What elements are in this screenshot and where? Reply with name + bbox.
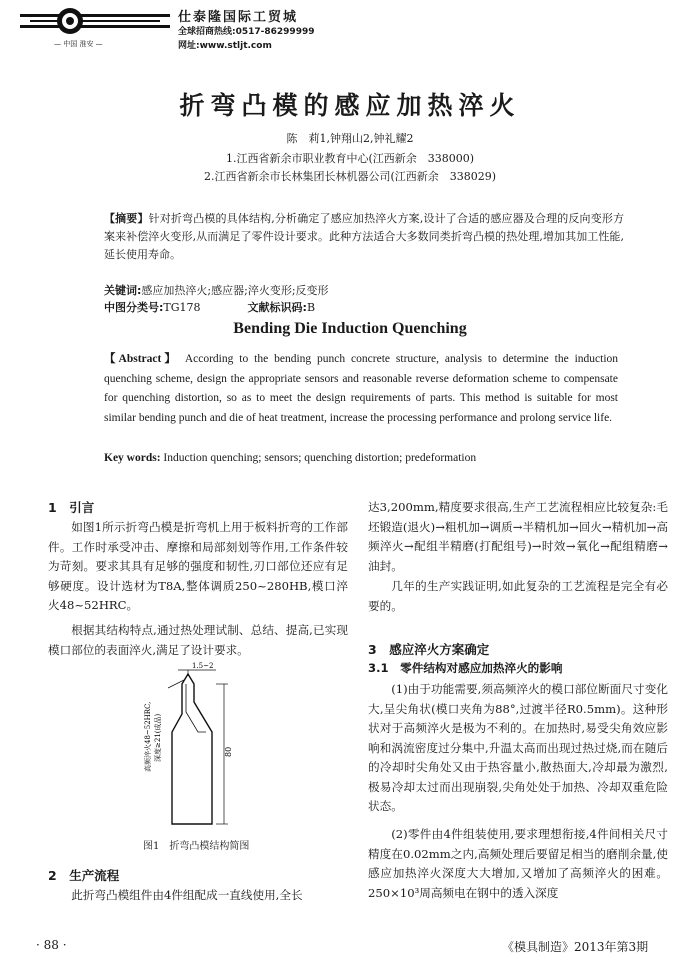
section-1-heading: 1 引言 — [48, 500, 95, 515]
right-column-paragraph-1: 达3,200mm,精度要求很高,生产工艺流程相应比较复杂:毛坯锻造(退火)→粗机加→调质→半精机加→回火→精机加→高频淬火→配组半精磨(打配组号)→时效→氧化→配组精磨→油封。 — [368, 500, 668, 573]
abstract-en-label: 【Abstract】 — [104, 353, 179, 365]
section-2-paragraph-1: 此折弯凸模组件由4件组配成一直线使用,全长 — [71, 888, 303, 902]
clc-label: 中图分类号: — [104, 301, 164, 314]
keywords-en-label: Key words: — [104, 452, 161, 464]
doc-code-label: 文献标识码: — [247, 301, 307, 314]
section-3-heading: 3 感应淬火方案确定 — [368, 642, 490, 657]
figure-dim-top: 1.5~2 — [192, 662, 214, 670]
paper-title: 折弯凸模的感应加热淬火 — [179, 91, 521, 120]
abstract-en-text: According to the bending punch concrete structure, analysis to determine the induction quenching scheme, design the appropriate sensors and reasonable reverse deformation scheme to compensate for quenching distortion, so as to meet the design requirements of parts. This method is suitable for most similar bending punch and die of heat treatment, increase the processing performance and prolong service life. — [104, 353, 619, 424]
figure-annotation-2: 深度≥21(成品) — [154, 713, 162, 762]
abstract-cn-text: 针对折弯凸模的具体结构,分析确定了感应加热淬火方案,设计了合适的感应器及合理的反向变形方案来补偿淬火变形,从而满足了零件设计要求。此种方法适合大多数同类折弯凸模的热处理,增加其加工性能,延长使用寿命。 — [104, 212, 625, 261]
authors: 陈 莉1,钟翔山2,钟礼耀2 — [286, 132, 414, 145]
english-title: Bending Die Induction Quenching — [233, 320, 467, 337]
affiliation-2: 2.江西省新余市长林集团长林机器公司(江西新余 338029) — [203, 170, 497, 183]
clc-value: TG178 — [163, 301, 201, 314]
section-1-paragraph-2: 根据其结构特点,通过热处理试制、总结、提高,已实现模口部位的表面淬火,满足了设计要求。 — [48, 623, 348, 657]
journal-issue: 《模具制造》2013年第3期 — [502, 940, 649, 954]
keywords-cn — [104, 282, 329, 300]
affiliation-1: 1.江西省新余市职业教育中心(江西新余 338000) — [225, 152, 475, 165]
abstract-cn — [104, 210, 624, 264]
doc-code-value: B — [306, 301, 316, 314]
company-name: 仕泰隆国际工贸城 — [178, 10, 299, 25]
right-column-paragraph-2: 几年的生产实践证明,如此复杂的工艺流程是完全有必要的。 — [368, 579, 668, 613]
section-3-1-paragraph-2: (2)零件由4件组装使用,要求理想衔接,4件间相关尺寸精度在0.02mm之内,高频处理后要留足相当的磨削余量,使感应加热淬火深度大大增加,又增加了高频淬火的困难。250×10³周高频电在钢中的透入深度 — [368, 827, 668, 900]
section-3-1-heading: 3.1 零件结构对感应加热淬火的影响 — [368, 661, 563, 675]
abstract-cn-label: 【摘要】 — [104, 212, 149, 225]
section-1-paragraph-1: 如图1所示折弯凸模是折弯机上用于板料折弯的工作部件。工作时承受冲击、摩擦和局部刻划等作用,工作条件较为苛刻。要求其具有足够的强度和韧性,刃口部位还应有足够硬度。设计选材为T8A,整体调质250~280HB,模口淬火48~52HRC。 — [48, 520, 348, 612]
keywords-cn-text: 感应加热淬火;感应器;淬火变形;反变形 — [141, 284, 329, 297]
figure-dim-side: 80 — [224, 746, 233, 757]
figure-annotation-1: 高频淬火48~52HRC, — [144, 701, 152, 772]
classification — [104, 299, 315, 317]
keywords-en-text: Induction quenching; sensors; quenching distortion; predeformation — [163, 452, 477, 464]
hotline: 全球招商热线:0517-86299999 — [178, 27, 315, 37]
logo-tagline: — 中国 淮安 — — [54, 40, 103, 48]
section-2-heading: 2 生产流程 — [48, 868, 120, 883]
abstract-en — [104, 350, 618, 428]
website-link[interactable]: 网址:www.stljt.com — [178, 41, 272, 51]
page-number: · 88 · — [36, 938, 67, 952]
keywords-cn-label: 关键词: — [104, 284, 142, 297]
figure-1-diagram — [120, 662, 260, 832]
section-3-1-paragraph-1: (1)由于功能需要,须高频淬火的模口部位断面尺寸变化大,呈尖角状(模口夹角为88°,过渡半径R0.5mm)。这种形状对于高频淬火是极为不利的。在加热时,易受尖角效应影响和涡流密度过分集中,升温太高而出现过热过烧,而在随后的冷却时尖角处又由于热容量小,散热面大,冷却最为激烈,极易冷却太过而出现崩裂,尖角处处于加热、冷却双重危险状态。 — [368, 682, 668, 813]
figure-1-caption: 图1 折弯凸模结构简图 — [143, 841, 250, 852]
keywords-en — [104, 452, 476, 464]
